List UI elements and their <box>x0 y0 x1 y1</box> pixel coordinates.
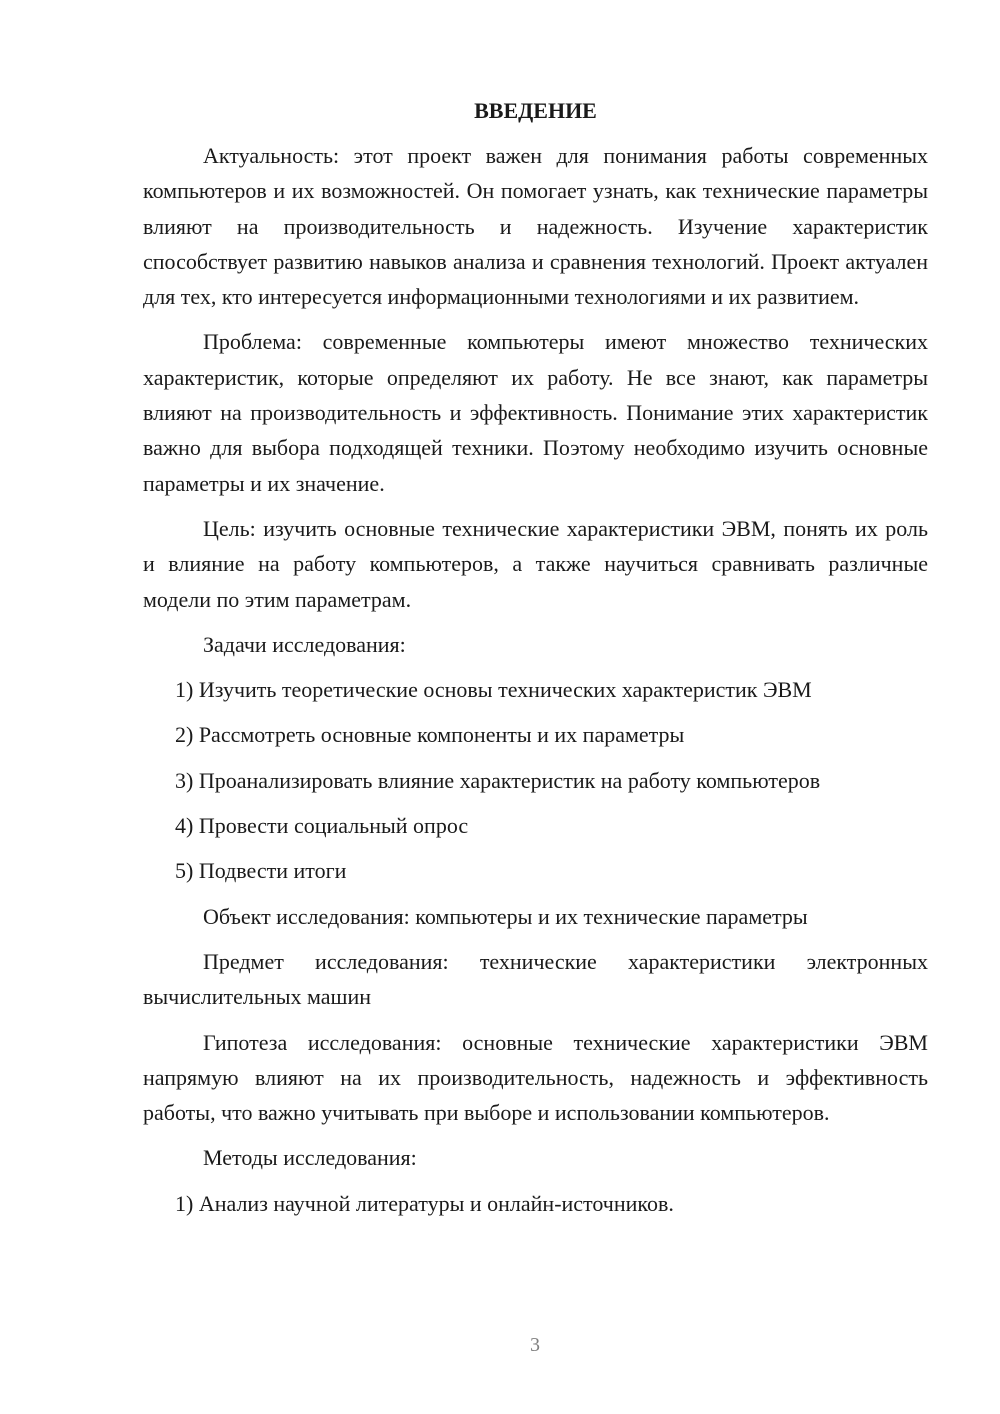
page-title: ВВЕДЕНИЕ <box>474 98 597 123</box>
task-item-3: 3) Проанализировать влияние характеристик на работу компьютеров <box>175 767 821 793</box>
paragraph-goal: Цель: изучить основные технические характеристики ЭВМ, понять их роль и влияние на работу компьютеров, а также научиться сравнивать различные модели по этим параметрам. <box>143 515 928 612</box>
paragraph-subject: Предмет исследования: технические характеристики электронных вычислительных машин <box>143 948 928 1010</box>
page-number: 3 <box>530 1334 540 1356</box>
tasks-heading: Задачи исследования: <box>203 631 406 657</box>
paragraph-hypothesis: Гипотеза исследования: основные технические характеристики ЭВМ напрямую влияют на их производительность, надежность и эффективность работы, что важно учитывать при выборе и использовании компьютеров. <box>143 1029 928 1126</box>
task-item-4: 4) Провести социальный опрос <box>175 813 469 839</box>
paragraph-object: Объект исследования: компьютеры и их технические параметры <box>203 903 808 929</box>
task-item-5: 5) Подвести итоги <box>175 858 347 884</box>
task-item-2: 2) Рассмотреть основные компоненты и их параметры <box>175 722 685 748</box>
method-item-1: 1) Анализ научной литературы и онлайн-источников. <box>175 1190 674 1216</box>
paragraph-problem: Проблема: современные компьютеры имеют множество технических характеристик, которые определяют их работу. Не все знают, как параметры влияют на производительность и эффективность. Понимание этих характеристик важно для выбора подходящей техники. Поэтому необходимо изучить основные параметры и их значение. <box>143 329 928 496</box>
page-content <box>143 96 928 1231</box>
methods-heading: Методы исследования: <box>203 1145 417 1171</box>
task-item-1: 1) Изучить теоретические основы технических характеристик ЭВМ <box>175 677 812 703</box>
paragraph-relevance: Актуальность: этот проект важен для понимания работы современных компьютеров и их возможностей. Он помогает узнать, как технические параметры влияют на производительность и надежность. Изучение характеристик способствует развитию навыков анализа и сравнения технологий. Проект актуален для тех, кто интересуется информационными технологиями и их развитием. <box>143 143 928 310</box>
